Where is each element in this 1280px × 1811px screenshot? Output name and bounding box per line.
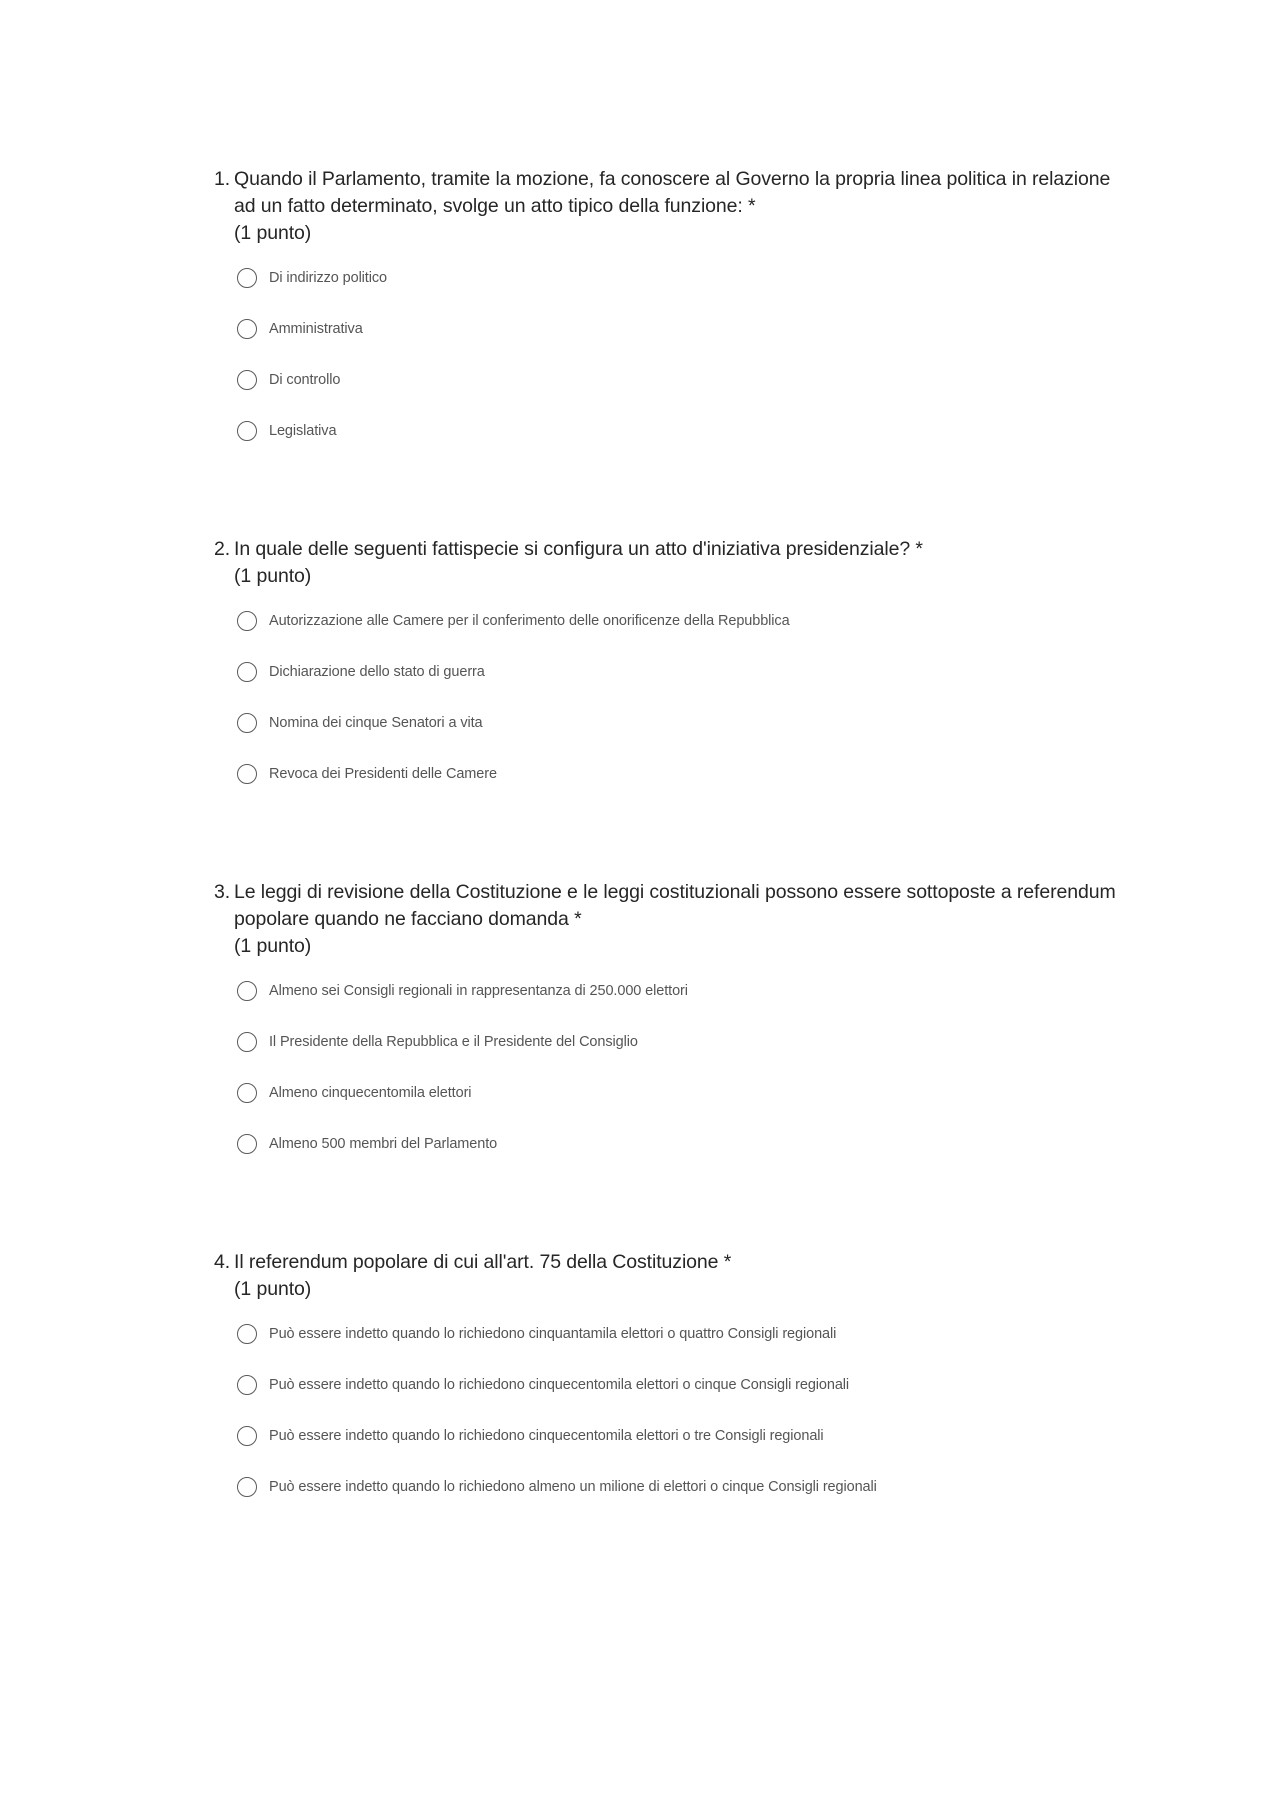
- radio-button[interactable]: [237, 1324, 257, 1344]
- option-label: Può essere indetto quando lo richiedono cinquantamila elettori o quattro Consigli regionali: [269, 1326, 837, 1342]
- radio-button[interactable]: [237, 1134, 257, 1154]
- question-2-heading: [214, 536, 1134, 590]
- option-label: Almeno 500 membri del Parlamento: [269, 1136, 498, 1152]
- option-label: Almeno cinquecentomila elettori: [269, 1085, 472, 1101]
- question-4-option-1[interactable]: [237, 1322, 1134, 1346]
- radio-button[interactable]: [237, 421, 257, 441]
- option-label: Può essere indetto quando lo richiedono almeno un milione di elettori o cinque Consigli regionali: [269, 1479, 877, 1495]
- question-3: [214, 879, 1134, 1156]
- question-4-points: (1 punto): [234, 1278, 312, 1300]
- question-3-text: Le leggi di revisione della Costituzione e le leggi costituzionali possono essere sottoposte a referendum popolare quando ne facciano domanda *: [234, 881, 1116, 930]
- radio-button[interactable]: [237, 1083, 257, 1103]
- question-2-option-3[interactable]: [237, 711, 1134, 735]
- option-label: Nomina dei cinque Senatori a vita: [269, 715, 483, 731]
- option-label: Di indirizzo politico: [269, 270, 387, 286]
- question-3-number: 3.: [214, 881, 231, 903]
- radio-button[interactable]: [237, 268, 257, 288]
- question-3-option-1[interactable]: [237, 979, 1134, 1003]
- question-1-text: Quando il Parlamento, tramite la mozione, fa conoscere al Governo la propria linea politica in relazione ad un fatto determinato, svolge un atto tipico della funzione: *: [234, 168, 1111, 217]
- question-2-points: (1 punto): [234, 565, 312, 587]
- radio-button[interactable]: [237, 370, 257, 390]
- question-4: [214, 1249, 1134, 1499]
- question-4-text: Il referendum popolare di cui all'art. 75 della Costituzione *: [234, 1251, 732, 1273]
- option-label: Può essere indetto quando lo richiedono cinquecentomila elettori o cinque Consigli regionali: [269, 1377, 850, 1393]
- radio-button[interactable]: [237, 1477, 257, 1497]
- question-2-text: In quale delle seguenti fattispecie si configura un atto d'iniziativa presidenziale? *: [234, 538, 923, 560]
- question-4-option-4[interactable]: [237, 1475, 1134, 1499]
- option-label: Amministrativa: [269, 321, 363, 337]
- question-3-heading: [214, 879, 1134, 960]
- question-1-option-2[interactable]: [237, 317, 1134, 341]
- radio-button[interactable]: [237, 1375, 257, 1395]
- question-4-option-3[interactable]: [237, 1424, 1134, 1448]
- question-2-option-2[interactable]: [237, 660, 1134, 684]
- question-2-option-4[interactable]: [237, 762, 1134, 786]
- question-1-option-3[interactable]: [237, 368, 1134, 392]
- question-2-option-1[interactable]: [237, 609, 1134, 633]
- question-1-points: (1 punto): [234, 222, 312, 244]
- question-4-option-2[interactable]: [237, 1373, 1134, 1397]
- radio-button[interactable]: [237, 1032, 257, 1052]
- option-label: Almeno sei Consigli regionali in rappresentanza di 250.000 elettori: [269, 983, 688, 999]
- option-label: Legislativa: [269, 423, 337, 439]
- option-label: Il Presidente della Repubblica e il Presidente del Consiglio: [269, 1034, 638, 1050]
- question-1: [214, 166, 1134, 443]
- question-2: [214, 536, 1134, 786]
- question-3-option-2[interactable]: [237, 1030, 1134, 1054]
- question-1-option-1[interactable]: [237, 266, 1134, 290]
- question-1-heading: [214, 166, 1134, 247]
- radio-button[interactable]: [237, 611, 257, 631]
- option-label: Revoca dei Presidenti delle Camere: [269, 766, 497, 782]
- question-2-number: 2.: [214, 538, 231, 560]
- option-label: Autorizzazione alle Camere per il conferimento delle onorificenze della Repubblica: [269, 613, 790, 629]
- question-2-options: [214, 609, 1134, 786]
- option-label: Dichiarazione dello stato di guerra: [269, 664, 485, 680]
- radio-button[interactable]: [237, 981, 257, 1001]
- question-1-number: 1.: [214, 168, 231, 190]
- quiz-form: [214, 166, 1134, 1499]
- option-label: Può essere indetto quando lo richiedono cinquecentomila elettori o tre Consigli regionali: [269, 1428, 824, 1444]
- question-1-options: [214, 266, 1134, 443]
- question-4-heading: [214, 1249, 1134, 1303]
- question-4-options: [214, 1322, 1134, 1499]
- question-4-number: 4.: [214, 1251, 231, 1273]
- question-1-option-4[interactable]: [237, 419, 1134, 443]
- radio-button[interactable]: [237, 713, 257, 733]
- question-3-option-4[interactable]: [237, 1132, 1134, 1156]
- radio-button[interactable]: [237, 764, 257, 784]
- question-3-option-3[interactable]: [237, 1081, 1134, 1105]
- radio-button[interactable]: [237, 319, 257, 339]
- option-label: Di controllo: [269, 372, 341, 388]
- radio-button[interactable]: [237, 662, 257, 682]
- question-3-options: [214, 979, 1134, 1156]
- radio-button[interactable]: [237, 1426, 257, 1446]
- question-3-points: (1 punto): [234, 935, 312, 957]
